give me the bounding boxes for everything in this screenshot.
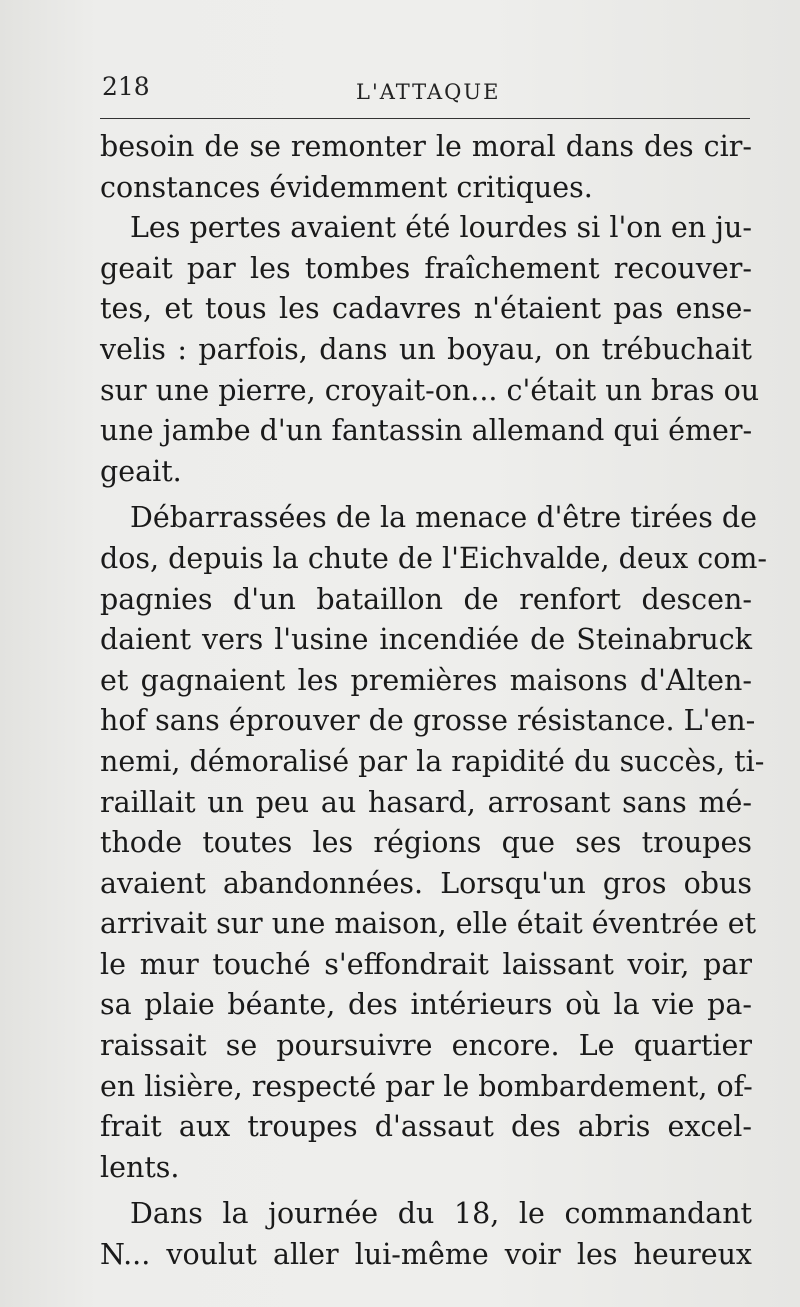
text-line: thode toutes les régions que ses troupes — [100, 826, 752, 860]
text-line: velis : parfois, dans un boyau, on trébuchait — [100, 332, 752, 366]
text-line: raillait un peu au hasard, arrosant sans mé- — [100, 785, 752, 819]
text-line: avaient abandonnées. Lorsqu'un gros obus — [100, 866, 752, 900]
text-line: N... voulut aller lui-même voir les heureux — [100, 1238, 752, 1272]
text-line: Dans la journée du 18, le commandant — [130, 1197, 752, 1231]
body-text — [100, 127, 768, 1276]
text-line: dos, depuis la chute de l'Eichvalde, deux com- — [100, 541, 768, 575]
text-line: hof sans éprouver de grosse résistance. L'en- — [100, 704, 756, 738]
header-rule — [100, 118, 750, 119]
running-title: L'ATTAQUE — [356, 80, 501, 104]
text-line: sur une pierre, croyait-on... c'était un bras ou — [100, 373, 760, 407]
text-line: Les pertes avaient été lourdes si l'on en ju- — [130, 211, 752, 245]
text-line: Débarrassées de la menace d'être tirées de — [130, 501, 757, 535]
text-line: en lisière, respecté par le bombardement, of- — [100, 1069, 753, 1103]
text-line: geait. — [100, 454, 182, 488]
page-header — [100, 66, 750, 110]
page-number: 218 — [102, 72, 150, 101]
text-line: besoin de se remonter le moral dans des cir- — [100, 130, 752, 163]
text-line: sa plaie béante, des intérieurs où la vie pa- — [100, 988, 752, 1022]
text-line: raissait se poursuivre encore. Le quartier — [100, 1029, 752, 1063]
text-line: et gagnaient les premières maisons d'Alten- — [100, 663, 752, 697]
paragraph-4 — [100, 1194, 752, 1275]
paragraph-2 — [100, 208, 760, 492]
text-line: une jambe d'un fantassin allemand qui émer- — [100, 414, 753, 448]
text-line: pagnies d'un bataillon de renfort descen- — [100, 582, 752, 616]
text-line: lents. — [100, 1150, 180, 1184]
paragraph-1 — [100, 127, 752, 208]
text-line: frait aux troupes d'assaut des abris excel- — [100, 1110, 752, 1144]
text-line: constances évidemment critiques. — [100, 170, 593, 204]
text-line: tes, et tous les cadavres n'étaient pas ense- — [100, 292, 752, 326]
text-line: daient vers l'usine incendiée de Steinabruck — [100, 623, 752, 657]
paragraph-3 — [100, 498, 768, 1188]
text-line: nemi, démoralisé par la rapidité du succès, ti- — [100, 744, 765, 778]
text-line: le mur touché s'effondrait laissant voir, par — [100, 947, 752, 981]
text-line: geait par les tombes fraîchement recouver- — [100, 251, 752, 285]
text-line: arrivait sur une maison, elle était éventrée et — [100, 907, 757, 941]
